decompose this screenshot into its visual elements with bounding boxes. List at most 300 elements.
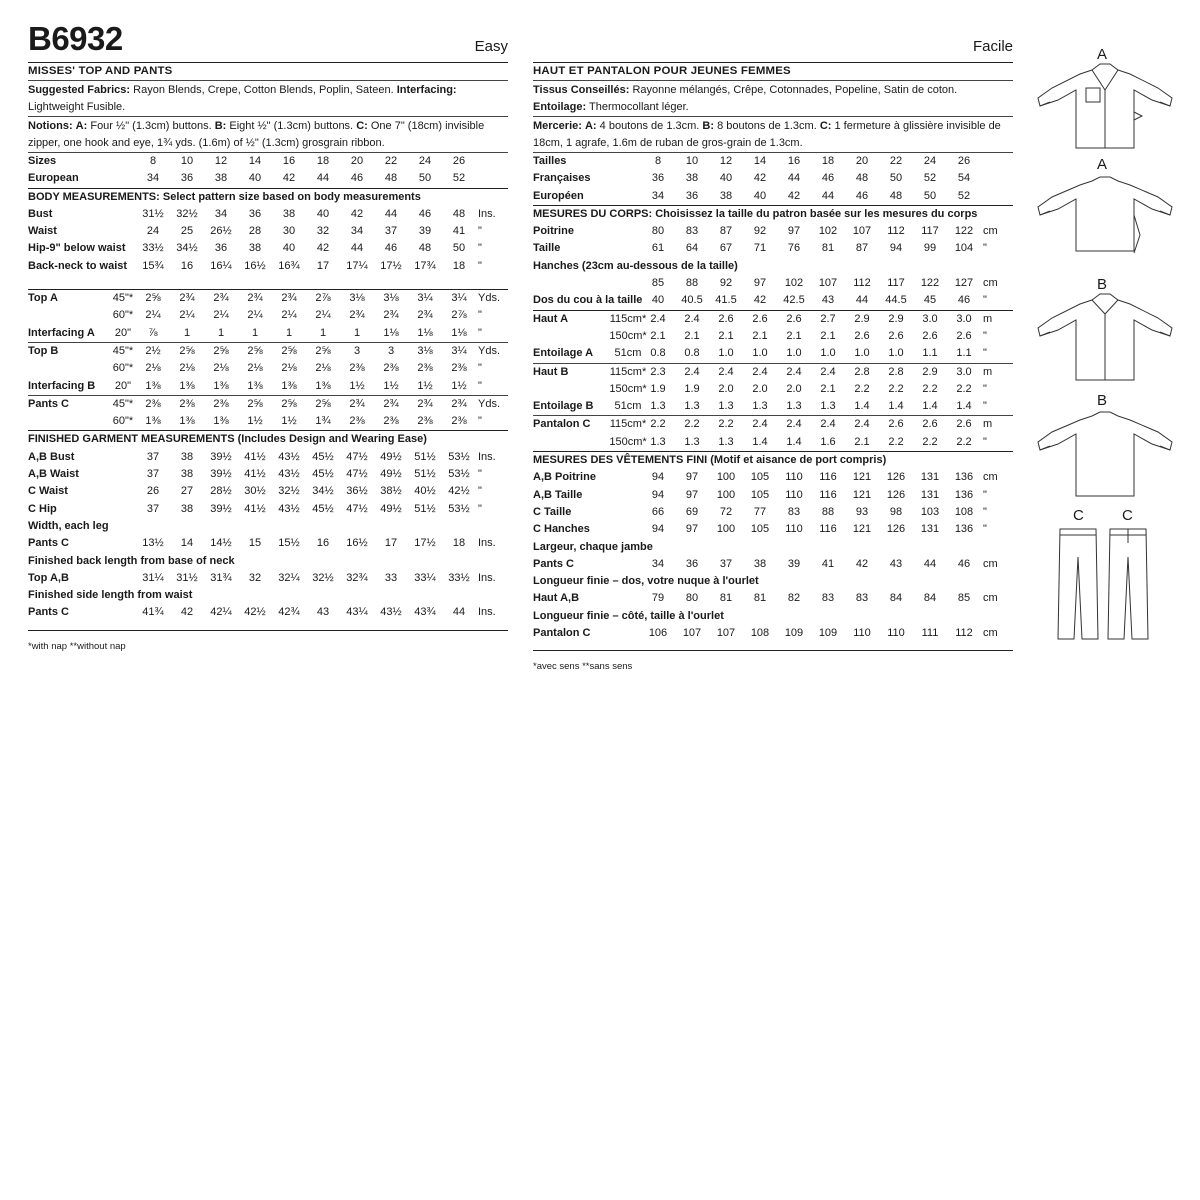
value-cell: 2.0 (786, 382, 802, 395)
value-cell: 94 (651, 523, 665, 536)
value-cell: 39½ (210, 450, 232, 463)
value-cell: 2⅝ (213, 344, 229, 357)
value-cell: 1½ (247, 415, 263, 428)
value-cell: 17¼ (346, 259, 368, 272)
value-cell: 108 (750, 627, 770, 640)
value-cell: 111 (921, 627, 939, 640)
value-cell: 136 (954, 488, 974, 501)
difficulty-level-fr: Facile (972, 38, 1013, 55)
unit-cell: " (478, 225, 482, 238)
value-cell: 53½ (448, 502, 470, 515)
english-column (28, 0, 508, 652)
value-cell: 3.0 (956, 312, 972, 325)
value-cell: 31¾ (210, 571, 232, 584)
value-cell: 41 (452, 225, 466, 238)
unit-cell: " (983, 347, 987, 360)
value-cell: 20 (855, 155, 869, 167)
value-cell: 2⅛ (145, 362, 161, 375)
value-cell: 20 (350, 155, 364, 167)
value-cell: 1.9 (650, 382, 666, 395)
value-cell: 41.5 (715, 294, 737, 307)
row-label: Pants C (28, 537, 69, 550)
value-cell: 127 (954, 277, 974, 290)
value-cell: 2.1 (752, 329, 768, 342)
row-label: Pantalon C (533, 418, 591, 431)
value-cell: 30½ (244, 485, 266, 498)
view-label-a1: A (1097, 46, 1108, 63)
value-cell: 33¼ (414, 571, 436, 584)
value-cell: 126 (886, 488, 906, 501)
unit-cell: cm (983, 557, 998, 570)
row-label: Taille (533, 242, 561, 255)
value-cell: 31½ (176, 571, 198, 584)
body-measurements-header: BODY MEASUREMENTS: Select pattern size based on body measurements (28, 190, 421, 203)
table-row (28, 360, 508, 377)
value-cell: 32½ (176, 207, 198, 220)
value-cell: 2.2 (888, 435, 904, 448)
value-cell: 2⅛ (281, 362, 297, 375)
value-cell: 136 (954, 471, 974, 484)
value-cell: 37 (146, 502, 160, 515)
table-row (533, 364, 1013, 381)
fabric-width: 115cm* (609, 418, 647, 431)
suggested-fabrics-fr: Tissus Conseillés: Rayonne mélangés, Crêpe, Cotonnades, Popeline, Satin de coton. Entoilage: Thermocollant léger. (533, 84, 958, 113)
value-cell: 33 (384, 571, 398, 584)
value-cell: 1¾ (315, 415, 331, 428)
value-cell: 2⅞ (451, 309, 467, 322)
value-cell: 1 (353, 326, 361, 339)
value-cell: 42 (180, 606, 194, 619)
value-cell: 42 (316, 242, 330, 255)
value-cell: 2.1 (684, 329, 700, 342)
row-label: C Waist (28, 485, 68, 498)
row-label: Pants C (28, 606, 69, 619)
value-cell: 2.9 (888, 312, 904, 325)
row-label: A,B Poitrine (533, 471, 596, 484)
value-cell: 16¼ (210, 259, 232, 272)
value-cell: 36 (180, 172, 194, 185)
table-section-label: Finished back length from base of neck (28, 554, 235, 567)
unit-cell: " (478, 415, 482, 428)
table-row (533, 504, 1013, 521)
value-cell: 2⅛ (179, 362, 195, 375)
value-cell: 38 (282, 207, 296, 220)
value-cell: 102 (784, 277, 804, 290)
value-cell: 17½ (380, 259, 402, 272)
value-cell: 13½ (142, 537, 164, 550)
value-cell: 2⅜ (179, 397, 195, 410)
value-cell: 1⅜ (213, 379, 229, 392)
value-cell: 50 (923, 189, 937, 202)
value-cell: 2.4 (752, 418, 768, 431)
value-cell: 2.4 (684, 365, 700, 378)
value-cell: 42¼ (210, 606, 232, 619)
value-cell: 40.5 (681, 294, 703, 307)
value-cell: 2¾ (417, 397, 433, 410)
value-cell: 8 (149, 155, 157, 167)
unit-cell: m (983, 312, 993, 325)
value-cell: 2.6 (922, 329, 938, 342)
table-section-label: Hanches (23cm au-dessous de la taille) (533, 259, 738, 272)
value-cell: 32¼ (278, 571, 300, 584)
table-section-label: Largeur, chaque jambe (533, 540, 653, 553)
value-cell: ⅞ (148, 326, 158, 339)
row-label: Top A,B (28, 571, 69, 584)
value-cell: 17¾ (414, 259, 436, 272)
value-cell: 38 (248, 242, 262, 255)
table-row (28, 258, 508, 275)
value-cell: 1⅛ (383, 326, 399, 339)
value-cell: 2¾ (213, 292, 229, 305)
table-row (533, 223, 1013, 240)
value-cell: 40 (753, 189, 767, 202)
row-label: Dos du cou à la taille (533, 294, 643, 307)
value-cell: 2.4 (650, 312, 666, 325)
value-cell: 2⅛ (315, 362, 331, 375)
value-cell: 24 (923, 155, 937, 167)
unit-cell: cm (983, 592, 998, 605)
value-cell: 3⅛ (349, 292, 365, 305)
value-cell: 41½ (244, 450, 266, 463)
value-cell: 3⅛ (383, 292, 399, 305)
value-cell: 43¾ (414, 606, 436, 619)
value-cell: 15 (248, 537, 262, 550)
unit-cell: " (983, 488, 987, 501)
value-cell: 46 (957, 557, 971, 570)
value-cell: 1.4 (854, 400, 870, 413)
notions-fr: Mercerie: A: 4 boutons de 1.3cm. B: 8 boutons de 1.3cm. C: 1 fermeture à glissière invisible de 18cm, 1 agrafe, 1.6m de ruban de gros-grain de 1.3cm. (533, 120, 1001, 149)
value-cell: 48 (452, 207, 466, 220)
fabric-width: 150cm* (609, 435, 647, 448)
value-cell: 99 (923, 242, 937, 255)
value-cell: 2⅝ (281, 397, 297, 410)
value-cell: 116 (819, 523, 837, 536)
value-cell: 42 (787, 189, 801, 202)
value-cell: 31½ (142, 207, 164, 220)
table-row (533, 153, 1013, 170)
suggested-fabrics: Suggested Fabrics: Rayon Blends, Crepe, Cotton Blends, Poplin, Sateen. Interfacing: Lightweight Fusible. (28, 84, 457, 113)
row-label: Pantalon C (533, 627, 591, 640)
value-cell: 83 (855, 592, 869, 605)
row-label: C Hanches (533, 523, 590, 536)
value-cell: 1.0 (820, 347, 836, 360)
value-cell: 2.4 (786, 365, 802, 378)
value-cell: 97 (753, 277, 767, 290)
value-cell: 1⅜ (179, 415, 195, 428)
value-cell: 93 (855, 505, 869, 518)
value-cell: 42 (350, 207, 364, 220)
fabric-width: 60"* (112, 309, 134, 322)
value-cell: 49½ (380, 468, 402, 481)
table-row (533, 398, 1013, 415)
value-cell: 83 (685, 225, 699, 238)
unit-cell: Ins. (478, 571, 496, 584)
value-cell: 38 (753, 557, 767, 570)
value-cell: 2⅝ (247, 344, 263, 357)
value-cell: 107 (716, 627, 736, 640)
pattern-title: MISSES' TOP AND PANTS (28, 65, 173, 77)
value-cell: 92 (753, 225, 767, 238)
value-cell: 94 (651, 471, 665, 484)
value-cell: 104 (954, 242, 974, 255)
value-cell: 2⅝ (179, 344, 195, 357)
row-label: Haut A,B (533, 592, 580, 605)
table-row (533, 240, 1013, 257)
value-cell: 22 (384, 155, 398, 167)
value-cell: 61 (651, 242, 665, 255)
value-cell: 3 (353, 344, 361, 357)
value-cell: 2⅜ (451, 362, 467, 375)
value-cell: 117 (921, 225, 939, 238)
value-cell: 2.4 (752, 365, 768, 378)
value-cell: 8 (654, 155, 662, 167)
value-cell: 2⅝ (315, 397, 331, 410)
unit-cell: " (478, 379, 482, 392)
table-section-label: Longueur finie – côté, taille à l'ourlet (533, 609, 724, 622)
value-cell: 1.3 (684, 400, 700, 413)
value-cell: 1.4 (752, 435, 768, 448)
finished-measurements-header: FINISHED GARMENT MEASUREMENTS (Includes Design and Wearing Ease) (28, 433, 427, 446)
row-label: C Hip (28, 502, 57, 515)
value-cell: 47½ (346, 502, 368, 515)
finished-measurements-table-fr (533, 469, 1013, 642)
value-cell: 131 (920, 523, 940, 536)
value-cell: 103 (920, 505, 940, 518)
unit-cell: cm (983, 277, 998, 290)
value-cell: 2.4 (684, 312, 700, 325)
value-cell: 42½ (448, 485, 470, 498)
yardage-table-fr (533, 311, 1013, 451)
value-cell: 87 (855, 242, 869, 255)
unit-cell: Yds. (478, 397, 501, 410)
value-cell: 1 (285, 326, 293, 339)
value-cell: 16 (316, 537, 330, 550)
table-row (28, 449, 508, 466)
value-cell: 80 (685, 592, 699, 605)
table-section-label: Width, each leg (28, 519, 109, 532)
row-label: European (28, 172, 79, 185)
value-cell: 14 (180, 537, 194, 550)
value-cell: 1½ (349, 379, 365, 392)
value-cell: 1.3 (718, 400, 734, 413)
value-cell: 2.1 (718, 329, 734, 342)
fabric-width: 60"* (112, 362, 134, 375)
view-label-b2: B (1097, 392, 1108, 409)
value-cell: 2⅝ (315, 344, 331, 357)
value-cell: 2.6 (922, 418, 938, 431)
row-label: Entoilage B (533, 400, 594, 413)
value-cell: 47½ (346, 450, 368, 463)
value-cell: 2¾ (417, 309, 433, 322)
unit-cell: Yds. (478, 344, 501, 357)
row-label: Haut B (533, 365, 569, 378)
value-cell: 2.9 (922, 365, 938, 378)
value-cell: 109 (784, 627, 804, 640)
value-cell: 2⅜ (213, 397, 229, 410)
value-cell: 1½ (281, 415, 297, 428)
value-cell: 45½ (312, 502, 334, 515)
table-row (533, 487, 1013, 504)
value-cell: 71 (753, 242, 767, 255)
value-cell: 1.3 (786, 400, 802, 413)
value-cell: 33½ (448, 571, 470, 584)
value-cell: 42.5 (783, 294, 805, 307)
value-cell: 44 (787, 172, 801, 185)
value-cell: 122 (920, 277, 940, 290)
table-row (28, 483, 508, 500)
value-cell: 1.0 (752, 347, 768, 360)
value-cell: 2.6 (752, 312, 768, 325)
value-cell: 76 (787, 242, 801, 255)
fabric-width: 45"* (112, 344, 134, 357)
value-cell: 51½ (414, 502, 436, 515)
unit-cell: Ins. (478, 207, 496, 220)
value-cell: 2.4 (718, 365, 734, 378)
value-cell: 50 (452, 242, 466, 255)
view-label-a2: A (1097, 156, 1108, 173)
value-cell: 116 (819, 488, 837, 501)
value-cell: 2⅝ (145, 292, 161, 305)
value-cell: 43½ (380, 606, 402, 619)
table-row (533, 170, 1013, 187)
value-cell: 16 (282, 155, 296, 167)
value-cell: 2.6 (888, 329, 904, 342)
value-cell: 2.1 (820, 329, 836, 342)
yardage-table (28, 290, 508, 430)
value-cell: 43½ (278, 450, 300, 463)
value-cell: 2.8 (888, 365, 904, 378)
table-row (28, 170, 508, 187)
value-cell: 1⅜ (179, 379, 195, 392)
value-cell: 2.0 (718, 382, 734, 395)
value-cell: 18 (452, 537, 466, 550)
value-cell: 15¾ (142, 259, 164, 272)
body-measurements-table (28, 206, 508, 275)
unit-cell: " (983, 400, 987, 413)
value-cell: 2¼ (247, 309, 263, 322)
value-cell: 48 (855, 172, 869, 185)
value-cell: 34½ (176, 242, 198, 255)
value-cell: 34 (146, 172, 160, 185)
value-cell: 2.6 (956, 329, 972, 342)
value-cell: 2.2 (922, 382, 938, 395)
unit-cell: Ins. (478, 537, 496, 550)
value-cell: 22 (889, 155, 903, 167)
value-cell: 2.1 (820, 382, 836, 395)
row-label: Back-neck to waist (28, 259, 128, 272)
value-cell: 44.5 (885, 294, 907, 307)
difficulty-level: Easy (474, 38, 508, 55)
value-cell: 1½ (417, 379, 433, 392)
value-cell: 31¼ (142, 571, 164, 584)
value-cell: 16 (787, 155, 801, 167)
value-cell: 116 (819, 471, 837, 484)
value-cell: 1.4 (922, 400, 938, 413)
value-cell: 48 (384, 172, 398, 185)
value-cell: 38 (719, 189, 733, 202)
value-cell: 2.6 (888, 418, 904, 431)
value-cell: 64 (685, 242, 699, 255)
value-cell: 17½ (414, 537, 436, 550)
view-label-c2: C (1122, 507, 1133, 524)
value-cell: 36½ (346, 485, 368, 498)
value-cell: 36 (248, 207, 262, 220)
row-label: Interfacing A (28, 326, 95, 339)
value-cell: 88 (821, 505, 835, 518)
value-cell: 43 (889, 557, 903, 570)
value-cell: 41½ (244, 502, 266, 515)
value-cell: 32 (316, 225, 330, 238)
table-row (533, 434, 1013, 451)
value-cell: 32 (248, 571, 262, 584)
value-cell: 126 (886, 523, 906, 536)
value-cell: 2.4 (854, 418, 870, 431)
table-row (28, 501, 508, 518)
value-cell: 10 (685, 155, 699, 167)
title-row (28, 0, 508, 62)
value-cell: 67 (719, 242, 733, 255)
body-measurements-table-fr (533, 223, 1013, 309)
value-cell: 46 (418, 207, 432, 220)
value-cell: 2¾ (383, 397, 399, 410)
value-cell: 83 (787, 505, 801, 518)
value-cell: 2½ (145, 344, 161, 357)
value-cell: 44 (384, 207, 398, 220)
value-cell: 46 (350, 172, 364, 185)
value-cell: 46 (957, 294, 971, 307)
value-cell: 110 (785, 471, 803, 484)
value-cell: 131 (920, 488, 940, 501)
value-cell: 2⅜ (383, 415, 399, 428)
value-cell: 38 (180, 468, 194, 481)
value-cell: 105 (750, 523, 770, 536)
value-cell: 2¾ (349, 397, 365, 410)
value-cell: 50 (418, 172, 432, 185)
french-column (533, 0, 1013, 672)
value-cell: 121 (852, 471, 872, 484)
fabric-width: 150cm* (609, 382, 647, 395)
value-cell: 80 (651, 225, 665, 238)
value-cell: 2.2 (956, 382, 972, 395)
value-cell: 28 (248, 225, 262, 238)
value-cell: 53½ (448, 468, 470, 481)
value-cell: 44 (452, 606, 466, 619)
value-cell: 43 (821, 294, 835, 307)
unit-cell: " (478, 259, 482, 272)
value-cell: 49½ (380, 502, 402, 515)
unit-cell: " (983, 382, 987, 395)
value-cell: 33½ (142, 242, 164, 255)
value-cell: 14½ (210, 537, 232, 550)
value-cell: 39½ (210, 468, 232, 481)
table-row (533, 521, 1013, 538)
value-cell: 2¼ (213, 309, 229, 322)
value-cell: 32¾ (346, 571, 368, 584)
value-cell: 2.0 (752, 382, 768, 395)
unit-cell: m (983, 418, 993, 431)
value-cell: 66 (651, 505, 665, 518)
value-cell: 1.3 (650, 435, 666, 448)
value-cell: 122 (954, 225, 974, 238)
row-label: Entoilage A (533, 347, 594, 360)
value-cell: 2.2 (922, 435, 938, 448)
value-cell: 97 (685, 471, 699, 484)
value-cell: 39 (787, 557, 801, 570)
size-table-fr (533, 153, 1013, 205)
value-cell: 0.8 (684, 347, 700, 360)
value-cell: 92 (719, 277, 733, 290)
value-cell: 3 (387, 344, 395, 357)
